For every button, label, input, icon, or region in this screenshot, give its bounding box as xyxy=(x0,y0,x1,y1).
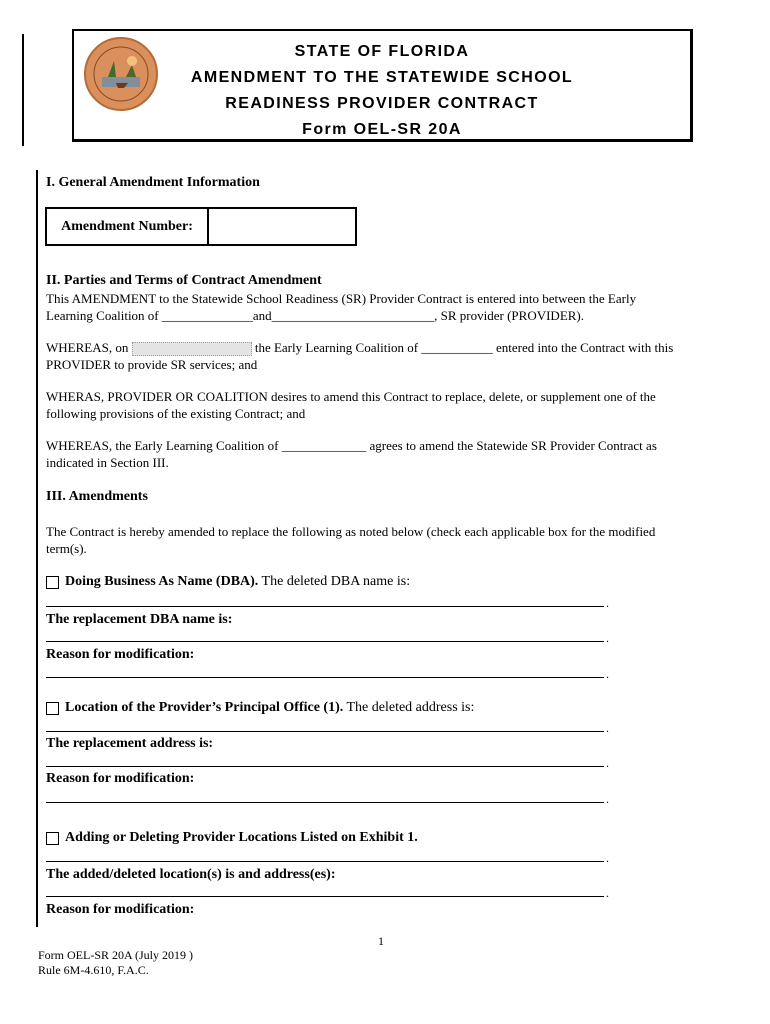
footer-form-id: Form OEL-SR 20A (July 2019 ) xyxy=(38,948,194,962)
whereas-paragraph-2 xyxy=(46,388,710,422)
title-line-1: STATE OF FLORIDA xyxy=(294,43,470,60)
form-footer xyxy=(38,948,193,978)
whereas-1-line-1 xyxy=(46,339,710,356)
dba-item xyxy=(46,574,410,590)
whereas-1-suffix: the Early Learning Coalition of ___________ entered into the Contract with this xyxy=(254,340,674,355)
title-line-4: Form OEL-SR 20A xyxy=(302,121,462,138)
office-deleted-line[interactable] xyxy=(46,731,604,732)
provider-locations-title: Adding or Deleting Provider Locations Listed on Exhibit 1. xyxy=(65,830,418,845)
title-line-2: AMENDMENT TO THE STATEWIDE SCHOOL xyxy=(190,69,574,86)
whereas-paragraph-3 xyxy=(46,437,710,471)
dba-title: Doing Business As Name (DBA). xyxy=(65,574,259,589)
added-deleted-label: The added/deleted location(s) is and address(es): xyxy=(46,867,336,882)
whereas-3-line-2: indicated in Section III. xyxy=(46,455,169,470)
whereas-paragraph-1 xyxy=(46,339,710,373)
page-number: 1 xyxy=(378,934,384,948)
section-3-title: III. Amendments xyxy=(46,489,148,504)
whereas-2-line-2: following provisions of the existing Contract; and xyxy=(46,406,306,421)
section-2-title: II. Parties and Terms of Contract Amendment xyxy=(46,273,322,288)
amendment-number-input[interactable] xyxy=(209,209,355,244)
period: . xyxy=(606,756,609,770)
principal-office-title: Location of the Provider’s Principal Office (1). xyxy=(65,700,344,715)
whereas-1-line-2: PROVIDER to provide SR services; and xyxy=(46,357,258,373)
dba-reason-label: Reason for modification: xyxy=(46,647,195,662)
period: . xyxy=(606,851,609,865)
dba-replacement-label: The replacement DBA name is: xyxy=(46,612,233,627)
office-replacement-line[interactable] xyxy=(46,766,604,767)
office-replacement-label: The replacement address is: xyxy=(46,736,214,751)
amendment-number-label: Amendment Number: xyxy=(47,209,209,244)
provider-locations-item xyxy=(46,830,418,846)
parties-paragraph xyxy=(46,290,710,324)
principal-office-checkbox[interactable] xyxy=(46,702,59,715)
period: . xyxy=(606,886,609,900)
period: . xyxy=(606,596,609,610)
period: . xyxy=(606,667,609,681)
section-1-title: I. General Amendment Information xyxy=(46,175,260,190)
provider-locations-checkbox[interactable] xyxy=(46,832,59,845)
office-reason-label: Reason for modification: xyxy=(46,771,195,786)
parties-line-2: Learning Coalition of ______________and_________________________, SR provider (PROVIDER). xyxy=(46,308,585,323)
dba-deleted-line[interactable] xyxy=(46,606,604,607)
intro-line-2: term(s). xyxy=(46,541,87,556)
intro-line-1: The Contract is hereby amended to replace the following as noted below (check each applicable box for the modified xyxy=(46,524,656,539)
whereas-3-line-1: WHEREAS, the Early Learning Coalition of _____________ agrees to amend the Statewide SR Provider Contract as xyxy=(46,438,657,453)
dba-reason-line[interactable] xyxy=(46,677,604,678)
principal-office-deleted-label: The deleted address is: xyxy=(343,700,475,715)
margin-bar-left xyxy=(36,170,38,927)
amendments-intro xyxy=(46,523,710,557)
locations-line[interactable] xyxy=(46,861,604,862)
dba-deleted-label: The deleted DBA name is: xyxy=(258,574,411,589)
title-line-3: READINESS PROVIDER CONTRACT xyxy=(225,95,539,112)
footer-rule: Rule 6M-4.610, F.A.C. xyxy=(38,963,149,977)
amendment-number-box xyxy=(45,207,357,246)
whereas-1-prefix: WHEREAS, on xyxy=(46,340,129,355)
period: . xyxy=(606,631,609,645)
period: . xyxy=(606,792,609,806)
office-reason-line[interactable] xyxy=(46,802,604,803)
added-deleted-line[interactable] xyxy=(46,896,604,897)
margin-bar-top xyxy=(22,34,24,146)
dba-checkbox[interactable] xyxy=(46,576,59,589)
form-header xyxy=(72,29,693,142)
parties-line-1: This AMENDMENT to the Statewide School Readiness (SR) Provider Contract is entered into between the Early xyxy=(46,291,637,306)
date-field[interactable] xyxy=(132,342,252,356)
dba-replacement-line[interactable] xyxy=(46,641,604,642)
whereas-2-line-1: WHERAS, PROVIDER OR COALITION desires to amend this Contract to replace, delete, or supplement one of the xyxy=(46,389,656,404)
form-title xyxy=(74,39,690,143)
period: . xyxy=(606,721,609,735)
principal-office-item xyxy=(46,700,474,716)
locations-reason-label: Reason for modification: xyxy=(46,902,195,917)
